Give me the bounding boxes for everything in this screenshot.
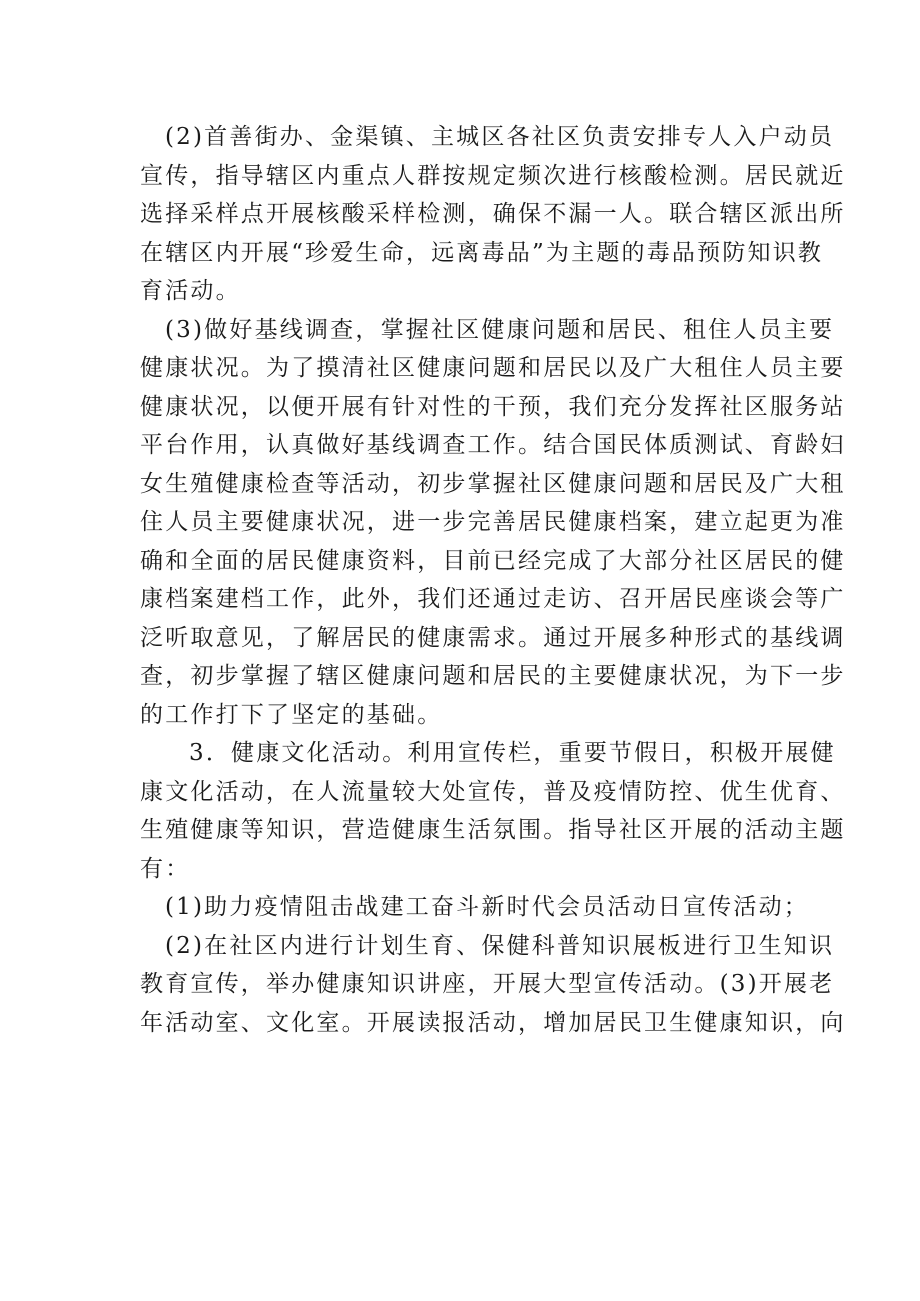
text-line: 有： (140, 855, 191, 882)
text-line: 康文化活动，在人流量较大处宣传，普及疫情防控、优生优育、 (140, 778, 846, 805)
text-line: 选择采样点开展核酸采样检测，确保不漏一人。联合辖区派出所 (140, 201, 846, 227)
text-line: 泛听取意见，了解居民的健康需求。通过开展多种形式的基线调 (140, 624, 846, 651)
text-line: 生殖健康等知识，营造健康生活氛围。指导社区开展的活动主题 (140, 817, 846, 843)
text-line: 教育宣传，举办健康知识讲座，开展大型宣传活动。(3)开展老 (140, 971, 835, 997)
text-line: 住人员主要健康状况，进一步完善居民健康档案，建立起更为准 (140, 509, 846, 535)
paragraph (140, 311, 846, 735)
text-line: (2)首善街办、金渠镇、主城区各社区负责安排专人入户动员 (165, 124, 835, 150)
text-line: (1)助力疫情阻击战建工奋斗新时代会员活动日宣传活动； (165, 894, 809, 920)
paragraph (140, 118, 846, 311)
text-line: 健康状况，以便开展有针对性的干预，我们充分发挥社区服务站 (140, 393, 846, 420)
text-line: 在辖区内开展“珍爱生命，远离毒品”为主题的毒品预防知识教 (140, 239, 824, 266)
text-line: 健康状况。为了摸清社区健康问题和居民以及广大租住人员主要 (140, 355, 846, 381)
document-body (140, 118, 846, 1042)
paragraph (140, 734, 846, 888)
text-line: 育活动。 (140, 278, 241, 304)
text-line: (2)在社区内进行计划生育、保健科普知识展板进行卫生知识 (165, 932, 835, 959)
text-line: 的工作打下了坚定的基础。 (140, 701, 443, 728)
text-line: 康档案建档工作，此外，我们还通过走访、召开居民座谈会等广 (140, 586, 846, 612)
text-line: 宣传，指导辖区内重点人群按规定频次进行核酸检测。居民就近 (140, 162, 846, 189)
text-line: (3)做好基线调查，掌握社区健康问题和居民、租住人员主要 (165, 316, 835, 343)
text-line: 确和全面的居民健康资料，目前已经完成了大部分社区居民的健 (140, 547, 846, 574)
text-line: 3．健康文化活动。利用宣传栏，重要节假日，积极开展健 (189, 740, 836, 766)
text-line: 女生殖健康检查等活动，初步掌握社区健康问题和居民及广大租 (140, 470, 846, 497)
paragraph (140, 927, 846, 1043)
text-line: 年活动室、文化室。开展读报活动，增加居民卫生健康知识，向 (140, 1009, 846, 1036)
paragraph (140, 888, 809, 927)
text-line: 查，初步掌握了辖区健康问题和居民的主要健康状况，为下一步 (140, 663, 846, 689)
text-line: 平台作用，认真做好基线调查工作。结合国民体质测试、育龄妇 (140, 432, 846, 458)
